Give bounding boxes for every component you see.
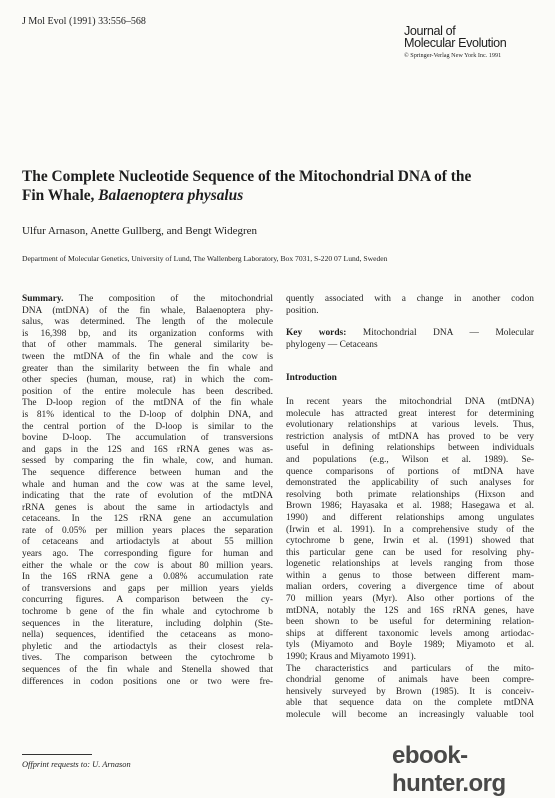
intro-line: quence comparisons of portions of mtDNA have [286, 466, 534, 477]
summary-line: sequences in the literature, including dolphin (Ste- [22, 618, 273, 629]
journal-logo [404, 26, 544, 59]
summary-line: tochrome b gene of the fin whale and cytochrome b [22, 607, 273, 618]
intro-line: restriction analysis of mtDNA has proved to be very [286, 431, 534, 442]
intro-line: resolving both primate relationships (Hixson and [286, 489, 534, 500]
intro-line: been shown to be useful for determining relation- [286, 617, 534, 628]
summary-line: the central portion of the D-loop is similar to the [22, 421, 273, 432]
summary-line: The sequence difference between human and the [22, 467, 273, 478]
intro-line: and populations (e.g., Wilson et al. 1989). Se- [286, 454, 534, 465]
summary-line: sessed by comparing the fin whale, cow, and human. [22, 456, 273, 467]
summary-line: years ago. The corresponding figure for human and [22, 549, 273, 560]
summary-line: either the whale or the cow is about 80 million years. [22, 560, 273, 571]
footnote-rule [22, 754, 92, 755]
summary-line: rate of 0.05% per million years places the separation [22, 525, 273, 536]
summary-line: of transversions and gaps per million years yields [22, 583, 273, 594]
intro-line: able that sequence data on the complete mtDNA [286, 698, 534, 709]
summary-line: concurring figures. A comparison between the cy- [22, 595, 273, 606]
summary-line: tives. The comparison between the cytochrome b [22, 653, 273, 664]
intro-line: In recent years the mitochondrial DNA (mtDNA) [286, 396, 534, 407]
intro-line: logenetic relationships at levels ranging from those [286, 559, 534, 570]
intro-line: this particular gene can be used for resolving phy- [286, 547, 534, 558]
summary-line: tween the mtDNA of the fin whale and the cow is [22, 351, 273, 362]
article-title [22, 167, 522, 205]
summary-line: of cetaceans and artiodactyls at about 55 million [22, 537, 273, 548]
right-column [286, 294, 534, 722]
summary-line: is 16,398 bp, and its organization conforms with [22, 328, 273, 339]
running-head: J Mol Evol (1991) 33:556–568 [22, 16, 146, 27]
summary-line: bovine D-loop. The accumulation of transversions [22, 433, 273, 444]
intro-line: ships at different taxonomic levels among artiodac- [286, 628, 534, 639]
summary-line: The D-loop region of the mtDNA of the fin whale [22, 398, 273, 409]
watermark: ebook-hunter.org [392, 742, 506, 797]
left-column [22, 294, 273, 688]
intro-line: 70 million years (Myr). Also other portions of the [286, 594, 534, 605]
spacer [286, 385, 534, 397]
affiliation: Department of Molecular Genetics, University of Lund, The Wallenberg Laboratory, Box 7031, S-220 07 Lund, Sweden [22, 254, 388, 263]
title-line1: The Complete Nucleotide Sequence of the Mitochondrial DNA of the [22, 168, 472, 185]
summary-line: differences in codon positions one or two were fre- [22, 676, 273, 687]
intro-line: mtDNA, notably the 12S and 16S rRNA genes, have [286, 605, 534, 616]
summary-line: indicating that the rate of evolution of the mtDNA [22, 491, 273, 502]
summary-line: DNA (mtDNA) of the fin whale, Balaenoptera phy- [22, 305, 273, 316]
title-line2-plain: Fin Whale, [22, 187, 99, 204]
intro-line: tyls (Miyamoto and Boyle 1989; Miyamoto et al. [286, 640, 534, 651]
footnote: Offprint requests to: U. Arnason [22, 760, 131, 769]
intro-line: hensively surveyed by Brown (1985). It is conceiv- [286, 686, 534, 697]
summary-line: position of the entire molecule has been described. [22, 386, 273, 397]
summary-line: rRNA genes is about the same in artiodactyls and [22, 502, 273, 513]
intro-line: 1990; Kraus and Miyamoto 1991). [286, 652, 416, 663]
summary-line: phyletic and the artiodactyls as their closest rela- [22, 641, 273, 652]
summary-line: sequences of the fin whale and Stenella showed that [22, 665, 273, 675]
summary-line: Summary. The composition of the mitochondrial [22, 294, 273, 304]
summary-line: whale and human and the cow was at the same level, [22, 479, 273, 490]
intro-line: (Irwin et al. 1991). In a comprehensive study of the [286, 524, 534, 535]
keywords-line: Key words: Mitochondrial DNA — Molecular [286, 328, 534, 339]
intro-line: evolutionary relationships at various levels. Thus, [286, 420, 534, 431]
intro-line: within a genus to those between different mam- [286, 570, 534, 581]
intro-line: The characteristics and particulars of the mito- [286, 663, 534, 674]
authors: Ulfur Arnason, Anette Gullberg, and Bengt Widegren [22, 225, 257, 237]
intro-line: chondrial genome of animals have been compre- [286, 675, 534, 686]
summary-line: greater than the similarity between the fin whale and [22, 363, 273, 374]
summary-line: is 81% identical to the D-loop of dolphin DNA, and [22, 409, 273, 420]
intro-line: 1990) and different relationships among ungulates [286, 512, 534, 523]
intro-line: cytochrome b gene, Irwin et al. (1991) showed that [286, 536, 534, 547]
intro-line: molecule has attracted great interest for determining [286, 408, 534, 419]
summary-line: salus, was determined. The length of the molecule [22, 317, 273, 328]
spacer [286, 317, 534, 328]
keywords-line: phylogeny — Cetaceans [286, 339, 378, 350]
summary-line: quently associated with a change in another codon [286, 294, 534, 304]
summary-label: Summary. [22, 294, 79, 304]
copyright-notice: © Springer-Verlag New York Inc. 1991 [404, 52, 502, 59]
summary-line: other species (human, mouse, rat) in which the com- [22, 375, 273, 386]
journal-name-line2: Molecular Evolution [404, 35, 507, 50]
summary-line: cetaceans. In the 12S rRNA gene an accumulation [22, 514, 273, 525]
intro-line: Brown 1986; Hayasaka et al. 1988; Hasegawa et al. [286, 501, 534, 512]
summary-line: nella) sequences, identified the cetaceans as mono- [22, 630, 273, 641]
intro-line: malian orders, covering a divergence time of about [286, 582, 534, 593]
summary-line: In the 16S rRNA gene a 0.08% accumulation rate [22, 572, 273, 583]
spacer [286, 351, 534, 373]
keywords-label: Key words: [286, 328, 363, 339]
intro-line: molecule will become an increasingly valuable tool [286, 710, 534, 720]
intro-line: demonstrated the applicability of such analyses for [286, 478, 534, 489]
summary-line: position. [286, 305, 319, 316]
summary-line: that of other mammals. The general similarity be- [22, 340, 273, 351]
intro-line: useful in defining relationships between individuals [286, 443, 534, 454]
journal-name-line1: Journal of [404, 24, 456, 38]
introduction-heading: Introduction [286, 373, 337, 384]
title-species: Balaenoptera physalus [98, 187, 244, 204]
summary-line: and gaps in the 12S and 16S rRNA genes was as- [22, 444, 273, 455]
title-line2 [22, 186, 522, 205]
